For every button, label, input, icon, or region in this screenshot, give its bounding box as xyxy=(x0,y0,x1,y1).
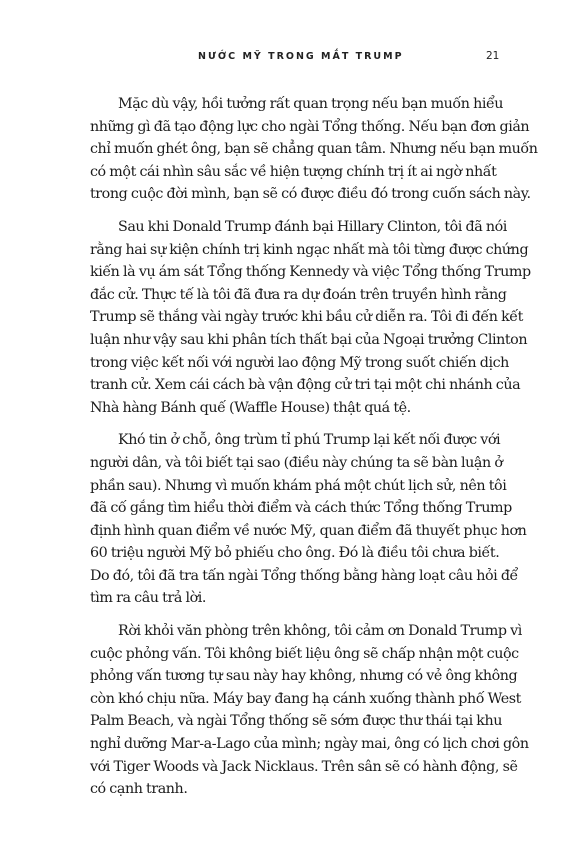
text-line: có một cái nhìn sâu sắc về hiện tượng chính trị ít ai ngờ nhất xyxy=(90,163,497,180)
text-line: Sau khi Donald Trump đánh bại Hillary Clinton, tôi đã nói xyxy=(118,218,507,235)
body-text xyxy=(90,93,538,811)
text-line: với Tiger Woods và Jack Nicklaus. Trên sân sẽ có hành động, sẽ xyxy=(90,758,518,775)
text-line: còn khó chịu nữa. Máy bay đang hạ cánh xuống thành phố West xyxy=(90,690,521,707)
text-line: nghỉ dưỡng Mar-a-Lago của mình; ngày mai, ông có lịch chơi gôn xyxy=(90,736,529,753)
text-line: Trump sẽ thắng vài ngày trước khi bầu cử diễn ra. Tôi đi đến kết xyxy=(90,309,523,326)
text-line: những gì đã tạo động lực cho ngài Tổng thống. Nếu bạn đơn giản xyxy=(90,118,530,135)
text-line: phần sau). Nhưng vì muốn khám phá một chút lịch sử, nên tôi xyxy=(90,477,507,494)
text-line: cuộc phỏng vấn. Tôi không biết liệu ông sẽ chấp nhận một cuộc xyxy=(90,645,519,662)
text-line: tranh cử. Xem cái cách bà vận động cử tri tại một chi nhánh của xyxy=(90,377,521,394)
text-line: có cạnh tranh. xyxy=(90,781,188,798)
paragraph-3 xyxy=(90,429,525,610)
text-line: trong cuộc đời mình, bạn sẽ có được điều đó trong cuốn sách này. xyxy=(90,186,531,203)
text-line: người dân, và tôi biết tại sao (điều này chúng ta sẽ bàn luận ở xyxy=(90,454,503,471)
text-line: chỉ muốn ghét ông, bạn sẽ chẳng quan tâm. Nhưng nếu bạn muốn xyxy=(90,141,538,158)
text-line: Palm Beach, và ngài Tổng thống sẽ sớm được thư thái tại khu xyxy=(90,713,503,730)
text-line: phỏng vấn tương tự sau này hay không, nhưng có vẻ ông không xyxy=(90,668,518,685)
text-line: đắc cử. Thực tế là tôi đã đưa ra dự đoán trên truyền hình rằng xyxy=(90,286,507,303)
text-line: kiến là vụ ám sát Tổng thống Kennedy và việc Tổng thống Trump xyxy=(90,264,531,281)
text-line: tìm ra câu trả lời. xyxy=(90,590,206,607)
text-line: luận như vậy sau khi phân tích thất bại của Ngoại trưởng Clinton xyxy=(90,331,528,348)
text-line: trong việc kết nối với người lao động Mỹ trong suốt chiến dịch xyxy=(90,354,509,371)
paragraph-2 xyxy=(90,216,531,419)
paragraph-1 xyxy=(90,93,538,206)
text-line: Rời khỏi văn phòng trên không, tôi cảm ơn Donald Trump vì xyxy=(118,623,522,640)
text-line: Mặc dù vậy, hồi tưởng rất quan trọng nếu bạn muốn hiểu xyxy=(118,96,504,112)
text-line: định hình quan điểm về nước Mỹ, quan điểm đã thuyết phục hơn xyxy=(90,522,527,539)
page-number: 21 xyxy=(486,50,500,62)
text-line: đã cố gắng tìm hiểu thời điểm và cách thức Tổng thống Trump xyxy=(90,500,512,517)
running-title: NƯỚC MỸ TRONG MẮT TRUMP xyxy=(198,51,404,62)
text-line: Nhà hàng Bánh quế (Waffle House) thật quá tệ. xyxy=(90,399,411,416)
text-line: rằng hai sự kiện chính trị kinh ngạc nhất mà tôi từng được chứng xyxy=(90,241,529,258)
paragraph-4 xyxy=(90,620,529,801)
text-line: Do đó, tôi đã tra tấn ngài Tổng thống bằng hàng loạt câu hỏi để xyxy=(90,567,518,584)
running-header xyxy=(0,51,581,67)
text-line: Khó tin ở chỗ, ông trùm tỉ phú Trump lại kết nối được với xyxy=(118,432,501,449)
text-line: 60 triệu người Mỹ bỏ phiếu cho ông. Đó là điều tôi chưa biết. xyxy=(90,545,500,562)
